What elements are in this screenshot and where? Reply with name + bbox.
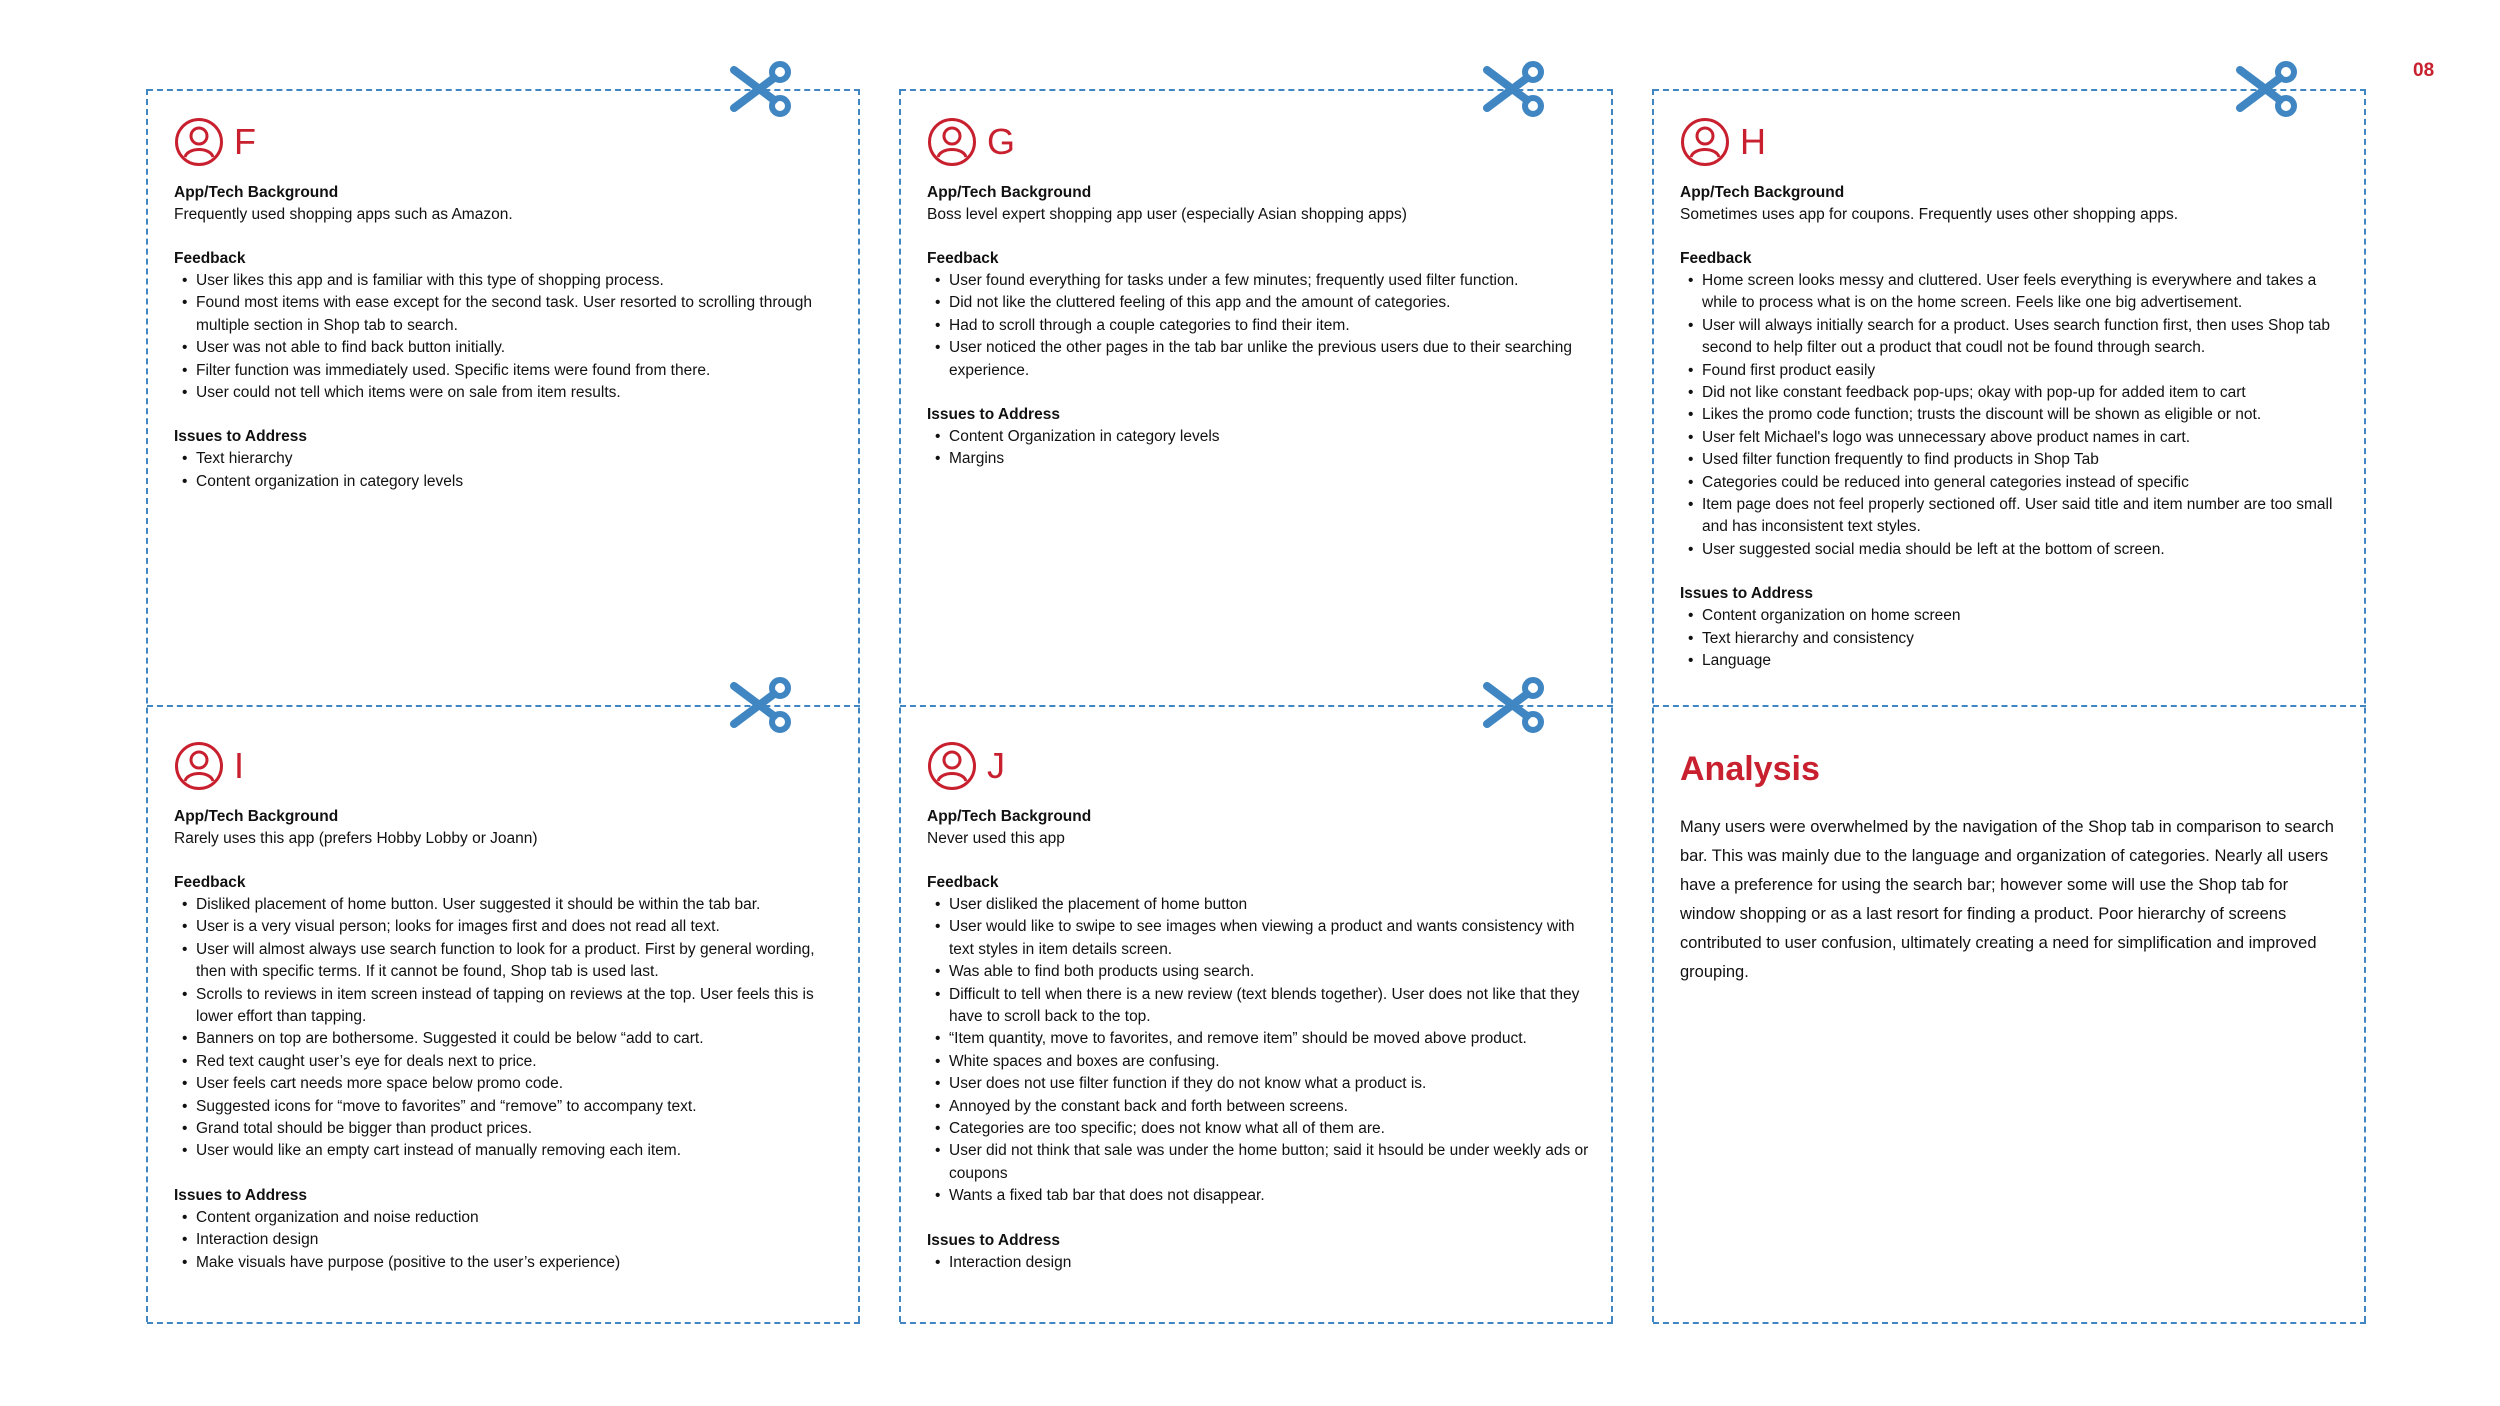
list-item: • Was able to find both products using search. xyxy=(949,961,1593,983)
list-item: • Had to scroll through a couple categories to find their item. xyxy=(949,315,1593,337)
scissors-icon xyxy=(730,676,796,734)
persona-header xyxy=(174,116,840,168)
list-item: • Suggested icons for “move to favorites” and “remove” to accompany text. xyxy=(196,1096,840,1118)
persona-letter: H xyxy=(1740,121,1766,162)
issues-heading: Issues to Address xyxy=(927,1231,1060,1249)
list-item: • User could not tell which items were on sale from item results. xyxy=(196,382,840,404)
issues-heading: Issues to Address xyxy=(927,406,1060,424)
feedback-heading: Feedback xyxy=(1680,250,1752,267)
list-item: • Content organization on home screen xyxy=(1702,605,2346,627)
list-item: • Did not like constant feedback pop-ups; okay with pop-up for added item to cart xyxy=(1702,382,2346,404)
feedback-list xyxy=(174,270,840,404)
list-item: • User felt Michael's logo was unnecessary above product names in cart. xyxy=(1702,427,2346,449)
list-item: • Item page does not feel properly sectioned off. User said title and item number are too small and has inconsistent text styles. xyxy=(1702,494,2346,539)
list-item: • Filter function was immediately used. Specific items were found from there. xyxy=(196,360,840,382)
list-item: • Wants a fixed tab bar that does not disappear. xyxy=(949,1185,1593,1207)
background-heading: App/Tech Background xyxy=(174,184,339,201)
cut-line xyxy=(2364,89,2366,1322)
persona-header xyxy=(927,740,1593,792)
background-heading: App/Tech Background xyxy=(1680,184,1845,201)
list-item: • Did not like the cluttered feeling of this app and the amount of categories. xyxy=(949,292,1593,314)
feedback-list xyxy=(174,894,840,1163)
list-item: • Margins xyxy=(949,448,1593,470)
persona-card-i xyxy=(174,740,840,1274)
persona-letter: I xyxy=(234,745,245,786)
background-heading: App/Tech Background xyxy=(927,184,1092,201)
user-avatar-icon xyxy=(174,741,224,791)
list-item: • User feels cart needs more space below promo code. xyxy=(196,1073,840,1095)
list-item: • Banners on top are bothersome. Suggested it could be below “add to cart. xyxy=(196,1028,840,1050)
cut-line xyxy=(1611,89,1613,1322)
user-avatar-icon xyxy=(174,117,224,167)
feedback-list xyxy=(927,894,1593,1208)
list-item: • Content organization in category levels xyxy=(196,471,840,493)
list-item: • Interaction design xyxy=(196,1229,840,1251)
cut-line xyxy=(1653,705,2366,707)
analysis-title: Analysis xyxy=(1680,750,1820,788)
list-item: • Used filter function frequently to find products in Shop Tab xyxy=(1702,449,2346,471)
feedback-list xyxy=(927,270,1593,382)
issues-list xyxy=(927,426,1593,471)
background-text: Rarely uses this app (prefers Hobby Lobby or Joann) xyxy=(174,830,538,847)
persona-letter: F xyxy=(234,121,256,162)
cut-line xyxy=(1652,89,1654,1322)
list-item: • Categories could be reduced into general categories instead of specific xyxy=(1702,472,2346,494)
list-item: • User did not think that sale was under the home button; said it hsould be under weekly ads or coupons xyxy=(949,1140,1593,1185)
list-item: • Make visuals have purpose (positive to the user’s experience) xyxy=(196,1252,840,1274)
background-heading: App/Tech Background xyxy=(927,808,1092,825)
scissors-icon xyxy=(1483,60,1549,118)
issues-list xyxy=(927,1252,1593,1274)
persona-card-j xyxy=(927,740,1593,1274)
background-text: Frequently used shopping apps such as Amazon. xyxy=(174,206,513,223)
cut-line xyxy=(899,89,901,1322)
persona-card-g xyxy=(927,116,1593,471)
list-item: • Scrolls to reviews in item screen instead of tapping on reviews at the top. User feels this is lower effort than tapping. xyxy=(196,984,840,1029)
list-item: • User will always initially search for a product. Uses search function first, then uses Shop tab second to help filter out a product that coudl not be found through search. xyxy=(1702,315,2346,360)
issues-list xyxy=(1680,605,2346,672)
analysis-card xyxy=(1680,740,2346,987)
cut-line xyxy=(900,1322,1613,1324)
issues-list xyxy=(174,448,840,493)
list-item: • User does not use filter function if they do not know what a product is. xyxy=(949,1073,1593,1095)
user-avatar-icon xyxy=(927,741,977,791)
persona-letter: J xyxy=(987,745,1005,786)
scissors-icon xyxy=(730,60,796,118)
list-item: • Found first product easily xyxy=(1702,360,2346,382)
list-item: • User suggested social media should be left at the bottom of screen. xyxy=(1702,539,2346,561)
cut-line xyxy=(1653,1322,2366,1324)
list-item: • User noticed the other pages in the tab bar unlike the previous users due to their searching experience. xyxy=(949,337,1593,382)
list-item: • Found most items with ease except for the second task. User resorted to scrolling through multiple section in Shop tab to search. xyxy=(196,292,840,337)
list-item: • Home screen looks messy and cluttered. User feels everything is everywhere and takes a while to process what is on the home screen. Feels like one big advertisement. xyxy=(1702,270,2346,315)
cut-line xyxy=(858,89,860,1322)
list-item: • User was not able to find back button initially. xyxy=(196,337,840,359)
list-item: • Disliked placement of home button. User suggested it should be within the tab bar. xyxy=(196,894,840,916)
user-avatar-icon xyxy=(927,117,977,167)
list-item: • Categories are too specific; does not know what all of them are. xyxy=(949,1118,1593,1140)
scissors-icon xyxy=(1483,676,1549,734)
list-item: • Text hierarchy and consistency xyxy=(1702,628,2346,650)
list-item: • User disliked the placement of home button xyxy=(949,894,1593,916)
page-number: 08 xyxy=(2413,60,2435,81)
cut-line xyxy=(147,1322,860,1324)
feedback-heading: Feedback xyxy=(927,250,999,267)
list-item: • Text hierarchy xyxy=(196,448,840,470)
list-item: • User found everything for tasks under a few minutes; frequently used filter function. xyxy=(949,270,1593,292)
user-avatar-icon xyxy=(1680,117,1730,167)
issues-list xyxy=(174,1207,840,1274)
list-item: • Content Organization in category levels xyxy=(949,426,1593,448)
persona-header xyxy=(174,740,840,792)
feedback-list xyxy=(1680,270,2346,561)
list-item: • User will almost always use search function to look for a product. First by general wording, then with specific terms. If it cannot be found, Shop tab is used last. xyxy=(196,939,840,984)
list-item: • Interaction design xyxy=(949,1252,1593,1274)
list-item: • User would like an empty cart instead of manually removing each item. xyxy=(196,1140,840,1162)
list-item: • White spaces and boxes are confusing. xyxy=(949,1051,1593,1073)
scissors-icon xyxy=(2236,60,2302,118)
list-item: • User is a very visual person; looks for images first and does not read all text. xyxy=(196,916,840,938)
analysis-body: Many users were overwhelmed by the navigation of the Shop tab in comparison to search bar. This was mainly due to the language and organization of categories. Nearly all users have a preference for using the search bar; however some will use the Shop tab for window shopping or as a last resort for finding a product. Poor hierarchy of screens contributed to user confusion, ultimately creating a need for simplification and improved grouping. xyxy=(1680,818,2334,981)
list-item: • Language xyxy=(1702,650,2346,672)
persona-header xyxy=(927,116,1593,168)
issues-heading: Issues to Address xyxy=(1680,585,1813,603)
persona-card-f xyxy=(174,116,840,493)
feedback-heading: Feedback xyxy=(927,874,999,891)
background-text: Boss level expert shopping app user (especially Asian shopping apps) xyxy=(927,206,1407,223)
persona-card-h xyxy=(1680,116,2346,673)
feedback-heading: Feedback xyxy=(174,250,246,267)
background-heading: App/Tech Background xyxy=(174,808,339,825)
list-item: • Difficult to tell when there is a new review (text blends together). User does not like that they have to scroll back to the top. xyxy=(949,984,1593,1029)
list-item: • Grand total should be bigger than product prices. xyxy=(196,1118,840,1140)
cut-line xyxy=(146,89,148,1322)
list-item: • User likes this app and is familiar with this type of shopping process. xyxy=(196,270,840,292)
background-text: Never used this app xyxy=(927,830,1065,847)
issues-heading: Issues to Address xyxy=(174,1186,307,1204)
list-item: • Red text caught user’s eye for deals next to price. xyxy=(196,1051,840,1073)
issues-heading: Issues to Address xyxy=(174,428,307,446)
persona-header xyxy=(1680,116,2346,168)
persona-letter: G xyxy=(987,121,1016,162)
list-item: • “Item quantity, move to favorites, and remove item” should be moved above product. xyxy=(949,1028,1593,1050)
list-item: • User would like to swipe to see images when viewing a product and wants consistency with text styles in item details screen. xyxy=(949,916,1593,961)
list-item: • Content organization and noise reduction xyxy=(196,1207,840,1229)
list-item: • Annoyed by the constant back and forth between screens. xyxy=(949,1096,1593,1118)
background-text: Sometimes uses app for coupons. Frequently uses other shopping apps. xyxy=(1680,206,2179,223)
feedback-heading: Feedback xyxy=(174,874,246,891)
list-item: • Likes the promo code function; trusts the discount will be shown as eligible or not. xyxy=(1702,404,2346,426)
